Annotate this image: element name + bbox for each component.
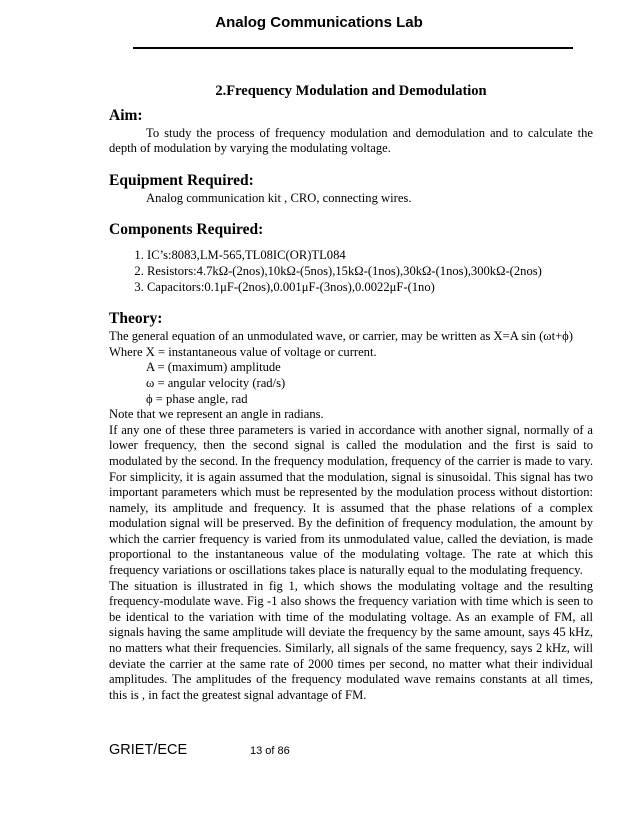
aim-text-content: To study the process of frequency modulation and demodulation and to calculate the depth of modulation by varying the modulating voltage. (109, 125, 593, 156)
theory-paragraph-1: If any one of these three parameters is varied in accordance with another signal, normally of a lower frequency, then the second signal is called the modulation and the first is said to modulated by the second. In the frequency modulation, frequency of the carrier is made to vary. For simplicity, it is again assumed that the modulation, signal is sinusoidal. This signal has two important parameters which must be represented by the modulation process without distortion: namely, its amplitude and frequency. It is assumed that the phase relations of a complex modulation signal will be preserved. By the definition of frequency modulation, the amount by which the carrier frequency is varied from its unmodulated value, called the deviation, is made proportional to the instantaneous value of the modulating voltage. The rate at which this frequency variations or oscillations takes place is naturally equal to the modulating frequency. (109, 422, 593, 578)
footer-label: GRIET/ECE (109, 742, 188, 758)
theory-where-line: Where X = instantaneous value of voltage or current. (109, 344, 377, 359)
theory-section (109, 309, 593, 703)
header-rule (133, 47, 573, 49)
equipment-heading: Equipment Required: (109, 171, 254, 189)
components-heading: Components Required: (109, 221, 264, 239)
theory-paragraph-2: The situation is illustrated in fig 1, which shows the modulating voltage and the resulting frequency-modulate wave. Fig -1 also shows the frequency variation with time which is seen to be identical to the variation with time of the modulating voltage. As an example of FM, all signals having the same amplitude will deviate the frequency by the same amount, says 45 kHz, no matters what their frequencies. Similarly, all signals of the same frequency, says 2 kHz, will deviate the carrier at the same rate of 2000 times per second, no matter what their individual amplitudes. The amplitudes of the frequency modulated wave remains constants at all times, this is , in fact the greatest signal advantage of FM. (109, 578, 593, 702)
components-list (109, 248, 593, 295)
aim-heading: Aim: (109, 106, 143, 124)
equipment-text: Analog communication kit , CRO, connecting wires. (146, 190, 412, 205)
definition-amplitude: A = (maximum) amplitude (146, 360, 281, 375)
theory-equation-line: The general equation of an unmodulated wave, or carrier, may be written as X=A sin (ωt+ϕ) (109, 329, 573, 344)
list-item: 3. Capacitors:0.1μF-(2nos),0.001μF-(3nos),0.0022μF-(1no) (147, 280, 593, 296)
document-body (109, 84, 593, 703)
theory-note: Note that we represent an angle in radians. (109, 407, 324, 422)
list-item: 1. IC’s:8083,LM-565,TL08IC(OR)TL084 (147, 248, 593, 264)
header-title: Analog Communications Lab (215, 14, 423, 31)
aim-section (109, 106, 593, 157)
list-item: 2. Resistors:4.7kΩ-(2nos),10kΩ-(5nos),15kΩ-(1nos),30kΩ-(1nos),300kΩ-(2nos) (147, 264, 593, 280)
definition-phase-angle: ϕ = phase angle, rad (146, 391, 248, 406)
equipment-section (109, 171, 593, 207)
document-title: 2.Frequency Modulation and Demodulation (215, 83, 487, 99)
aim-text (109, 126, 593, 157)
definition-angular-velocity: ω = angular velocity (rad/s) (146, 375, 286, 390)
components-section (109, 220, 593, 295)
theory-heading: Theory: (109, 310, 163, 328)
page-number: 13 of 86 (250, 745, 290, 757)
